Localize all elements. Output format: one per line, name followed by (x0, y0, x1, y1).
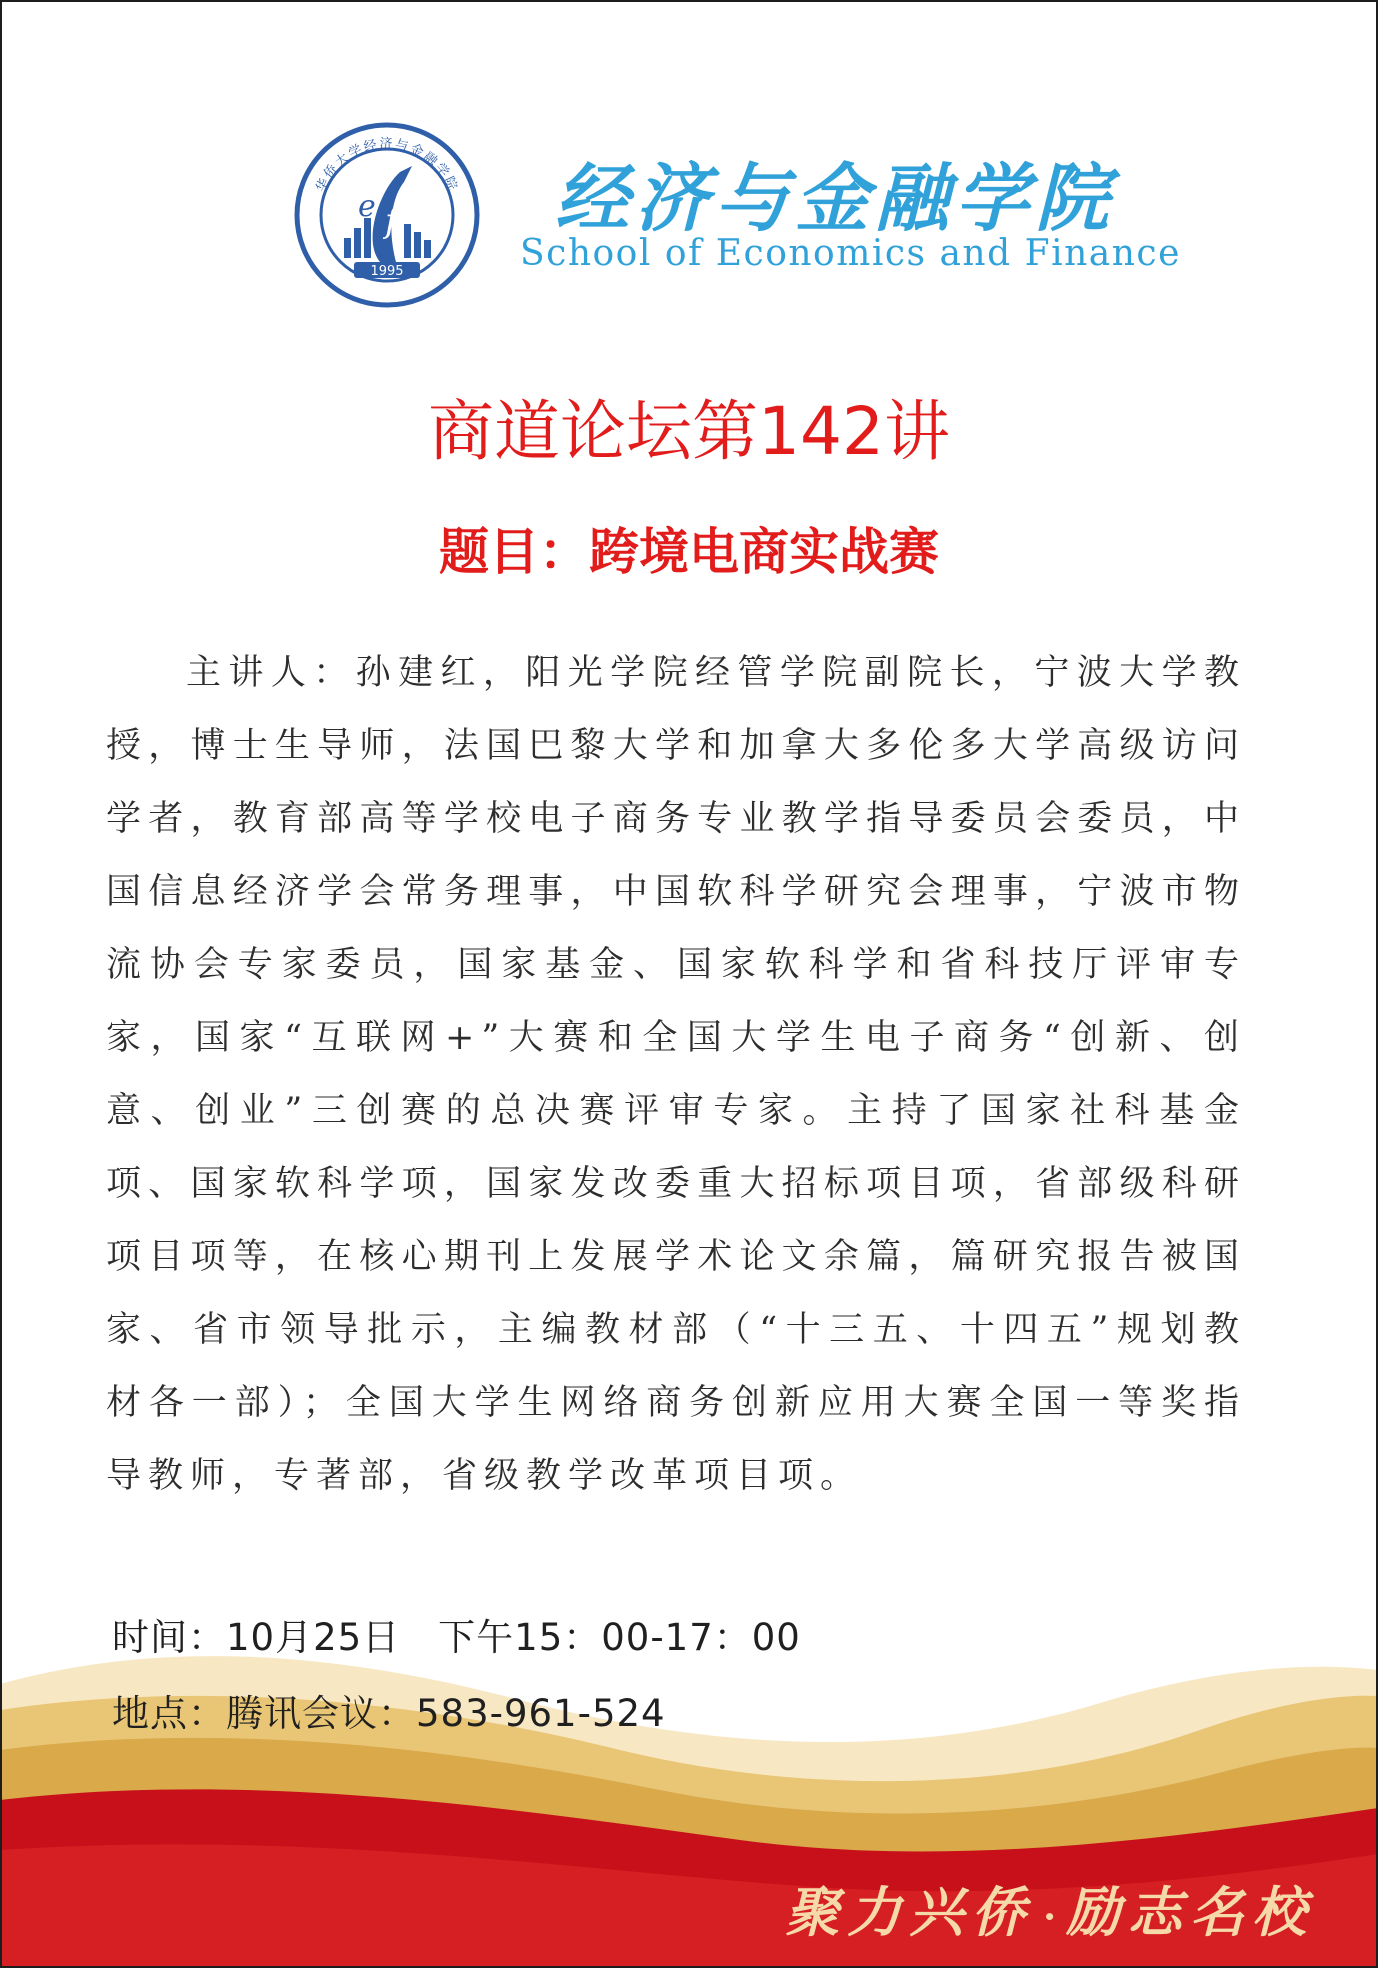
footer-slogan (785, 1870, 1314, 1947)
logo-ring-text: 华侨大学经济与金融学院 (313, 137, 461, 195)
event-date: 10月25日 (226, 1616, 401, 1659)
event-time-range: 下午15：00-17：00 (438, 1616, 801, 1659)
speaker-bio: 主讲人：孙建红，阳光学院经管学院副院长，宁波大学教授，博士生导师，法国巴黎大学和加拿大多伦多大学高级访问学者，教育部高等学校电子商务专业教学指导委员会委员，中国信息经济学会常务理事，中国软科学研究会理事，宁波市物流协会专家委员，国家基金、国家软科学和省科技厅评审专家，国家“互联网+”大赛和全国大学生电子商务“创新、创意、创业”三创赛的总决赛评审专家。主持了国家社科基金项、国家软科学项，国家发改委重大招标项目项，省部级科研项目项等，在核心期刊上发展学术论文余篇，篇研究报告被国家、省市领导批示，主编教材部（“十三五、十四五”规划教材各一部）；全国大学生网络商务创新应用大赛全国一等奖指导教师，专著部，省级教学改革项目项。 (106, 653, 1246, 1496)
svg-text:f: f (385, 201, 398, 241)
meeting-info: 腾讯会议：583-961-524 (226, 1692, 666, 1735)
school-logo-emblem (292, 120, 482, 310)
slogan-left: 聚力兴侨 (785, 1880, 1034, 1944)
event-topic: 题目：跨境电商实战赛 (439, 523, 939, 581)
time-label: 时间： (112, 1616, 226, 1659)
event-place (112, 1683, 666, 1737)
slogan-separator: • (1043, 1904, 1056, 1929)
school-name-cn: 经济与金融学院 (555, 156, 1115, 242)
event-time (112, 1607, 801, 1661)
event-title: 商道论坛第142讲 (428, 393, 950, 470)
svg-text:e: e (358, 189, 376, 224)
place-label: 地点： (112, 1692, 226, 1735)
slogan-right: 励志名校 (1066, 1880, 1314, 1944)
school-name-en: School of Economics and Finance (520, 233, 1181, 274)
logo-year: 1995 (370, 264, 404, 279)
